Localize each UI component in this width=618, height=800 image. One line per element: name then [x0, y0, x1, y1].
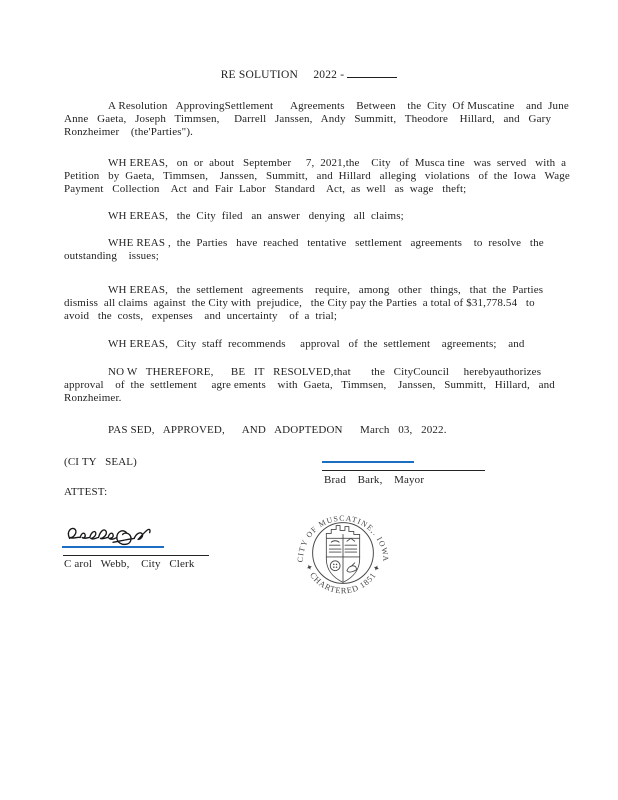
paragraph-line: WH EREAS, the settlement agreements require, among other things, that the Parties — [108, 284, 544, 296]
paragraph-line: WH EREAS, the City filed an answer denying all claims; — [108, 210, 404, 222]
paragraph-line: NO W THEREFORE, BE IT RESOLVED,that the CityCouncil herebyauthorizes — [108, 366, 542, 378]
paragraph-line: PAS SED, APPROVED, AND ADOPTEDON March 03, 2022. — [108, 424, 447, 436]
city-seal-label: (CI TY SEAL) — [64, 456, 137, 468]
clerk-signature-highlight-line — [62, 546, 164, 548]
whereas-paragraph-4 — [64, 284, 542, 323]
paragraph-line: WHE REAS , the Parties have reached tentative settlement agreements to resolve the — [108, 237, 544, 249]
whereas-paragraph-3 — [64, 237, 542, 263]
document-title-text: RE SOLUTION 2022 - — [220, 69, 348, 81]
resolution-body — [64, 100, 570, 437]
paragraph-line: outstanding issues; — [64, 250, 159, 262]
paragraph-line: approval of the settlement agre ements with Gaeta, Timmsen, Janssen, Summitt, Hillard, and — [64, 379, 555, 391]
paragraph-line: dismiss all claims against the City with prejudice, the City pay the Parties a total of $31,778.54 to — [64, 297, 535, 309]
clerk-signature-line — [63, 555, 209, 556]
paragraph-line: avoid the costs, expenses and uncertainty of a trial; — [64, 310, 338, 322]
seal-top-text: CITY OF MUSCATINE,. IOWA — [295, 513, 391, 563]
mayor-signature-highlight-line — [322, 461, 414, 463]
seal-crest-shield — [313, 523, 374, 584]
paragraph-line: Anne Gaeta, Joseph Timmsen, Darrell Janssen, Andy Summitt, Theodore Hillard, and Gary — [64, 113, 552, 125]
whereas-paragraph-2 — [64, 210, 542, 223]
document-title — [0, 66, 618, 81]
paragraph-line: Ronzheimer. — [64, 392, 122, 404]
seal-pearl-button-dots — [333, 564, 337, 568]
mayor-signature-line — [322, 470, 485, 471]
resolved-paragraph — [64, 366, 555, 405]
resolution-number-blank-line — [347, 66, 397, 78]
paragraph-line: Petition by Gaeta, Timmsen, Janssen, Summitt, and Hillard alleging violations of the Iowa Wage — [64, 170, 570, 182]
passed-adopted-paragraph — [64, 424, 542, 437]
clerk-name-title: C arol Webb, City Clerk — [64, 558, 195, 570]
attest-label: ATTEST: — [64, 486, 108, 498]
paragraph-line: A Resolution ApprovingSettlement Agreements Between the City Of Muscatine and June — [108, 100, 569, 112]
intro-paragraph — [64, 100, 569, 139]
paragraph-line: Ronzheimer (the'Parties"). — [64, 126, 194, 138]
paragraph-line: Payment Collection Act and Fair Labor Standard Act, as well as wage theft; — [64, 183, 467, 195]
seal-bottom-text: ✦ CHARTERED 1851 ✦ — [303, 562, 383, 596]
whereas-paragraph-5 — [64, 338, 542, 351]
whereas-paragraph-1 — [64, 157, 570, 196]
paragraph-line: WH EREAS, City staff recommends approval of the settlement agreements; and — [108, 338, 525, 350]
mayor-name-title: Brad Bark, Mayor — [324, 474, 425, 486]
paragraph-line: WH EREAS, on or about September 7, 2021,the City of Musca tine was served with a — [108, 157, 567, 169]
muscatine-city-seal-icon — [294, 502, 392, 604]
